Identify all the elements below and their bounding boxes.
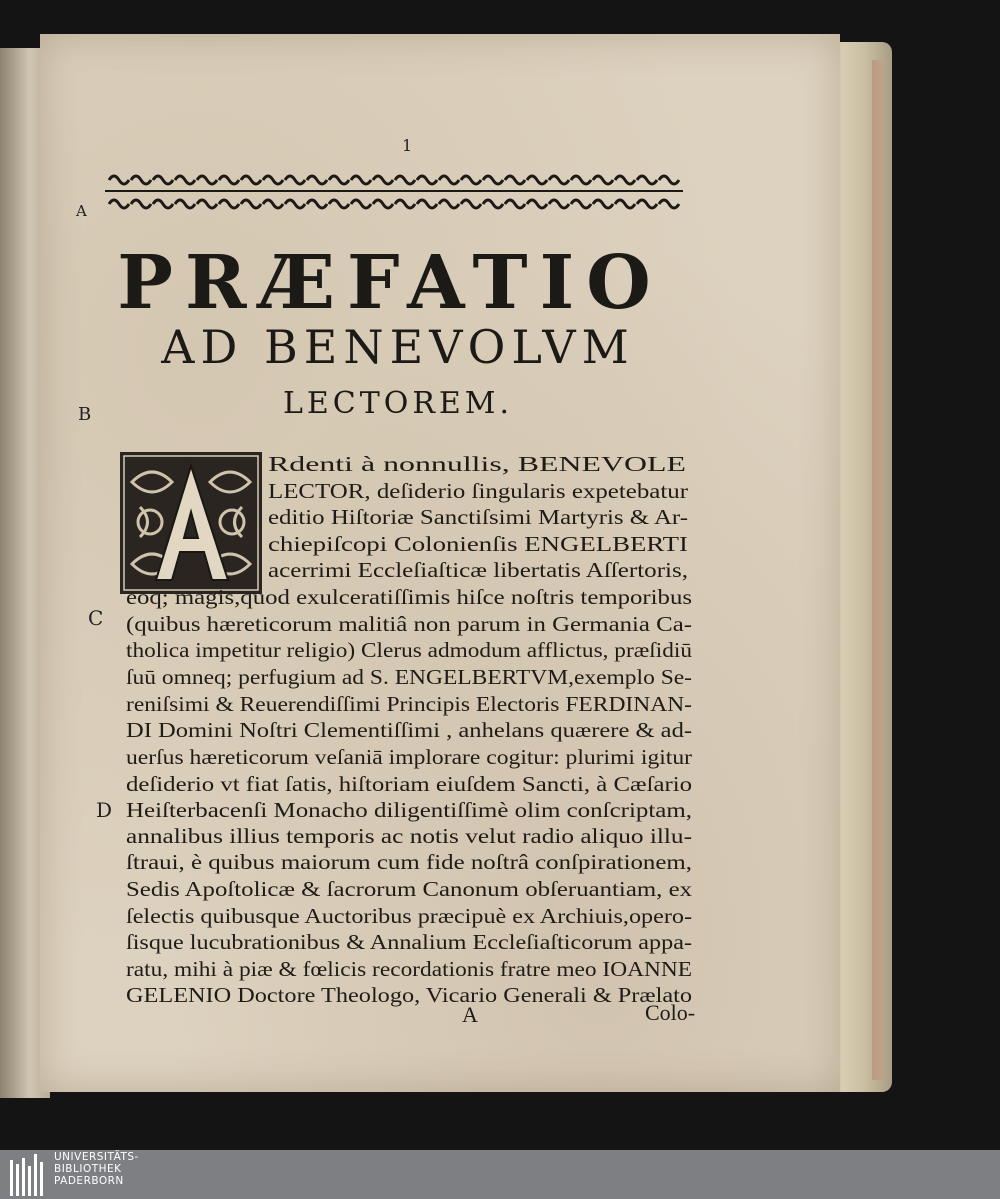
text-line: ſisque lucubrationibus & Annalium Eccleſiaſticorum appa- (126, 930, 692, 954)
text-line: DI Domini Noſtri Clementiſſimi , anhelans quærere & ad- (126, 718, 692, 742)
margin-letter-c: C (88, 606, 104, 630)
decorated-initial-a (120, 452, 262, 594)
text-line: tholica impetitur religio) Clerus admodum afflictus, præſidiū (126, 638, 692, 662)
text-line: (quibus hæreticorum malitiâ non parum in Germania Ca- (126, 612, 692, 636)
text-line: Rdenti à nonnullis, BENEVOLE (268, 452, 686, 476)
text-line: reniſsimi & Reuerendiſſimi Principis Electoris FERDINAN- (126, 692, 692, 716)
library-line2: BIBLIOTHEK (54, 1163, 122, 1175)
text-line: eoq; magis,quod exulceratiſſimis hiſce noſtris temporibus (126, 585, 692, 609)
library-name (54, 1151, 139, 1187)
title-praefatio: PRÆFATIO (117, 240, 663, 326)
text-line: acerrimi Eccleſiaſticæ libertatis Aſſertoris, (268, 558, 688, 582)
text-line: ſtraui, è quibus maiorum cum fide noſtrâ conſpirationem, (126, 850, 692, 874)
text-line: ſuū omneq; perfugium ad S. ENGELBERTVM,exemplo Se- (126, 665, 692, 689)
catchword: Colo- (645, 1000, 696, 1025)
library-logo-icon (10, 1154, 46, 1196)
text-line: ſelectis quibusque Auctoribus præcipuè ex Archiuis,opero- (126, 904, 692, 928)
text-line: deſiderio vt fiat ſatis, hiſtoriam eiuſdem Sancti, à Cæſario (126, 772, 692, 796)
signature-mark: A (462, 1002, 478, 1027)
margin-letter-d: D (96, 798, 113, 822)
text-line: LECTOR, deſiderio ſingularis expetebatur (268, 479, 688, 503)
text-line: ratu, mihi à piæ & fœlicis recordationis fratre meo IOANNE (126, 957, 692, 981)
ornament-band (105, 168, 683, 216)
text-line: annalibus illius temporis ac notis velut radio aliquo illu- (126, 824, 692, 848)
text-line: Heiſterbacenſi Monacho diligentiſſimè olim conſcriptam, (126, 798, 692, 822)
library-line1: UNIVERSITÄTS- (54, 1151, 139, 1163)
text-line: GELENIO Doctore Theologo, Vicario Generali & Prælato (126, 983, 692, 1007)
library-footer (0, 1150, 1000, 1199)
margin-letter-a: A (76, 202, 87, 220)
red-edge-stain (872, 60, 884, 1080)
text-line: chiepiſcopi Colonienſis ENGELBERTI (268, 532, 688, 556)
title-lectorem: LECTOREM. (282, 386, 514, 421)
library-line3: PADERBORN (54, 1175, 124, 1187)
margin-letter-b: B (78, 404, 92, 425)
title-ad-benevolum: AD BENEVOLVM (161, 320, 635, 374)
page-number: 1 (402, 136, 413, 155)
text-line: uerſus hæreticorum veſaniā implorare cogitur: plurimi igitur (126, 745, 692, 769)
text-line: Sedis Apoſtolicæ & ſacrorum Canonum obſeruantiam, ex (126, 877, 692, 901)
text-line: editio Hiſtoriæ Sanctiſsimi Martyris & Ar- (268, 505, 688, 529)
